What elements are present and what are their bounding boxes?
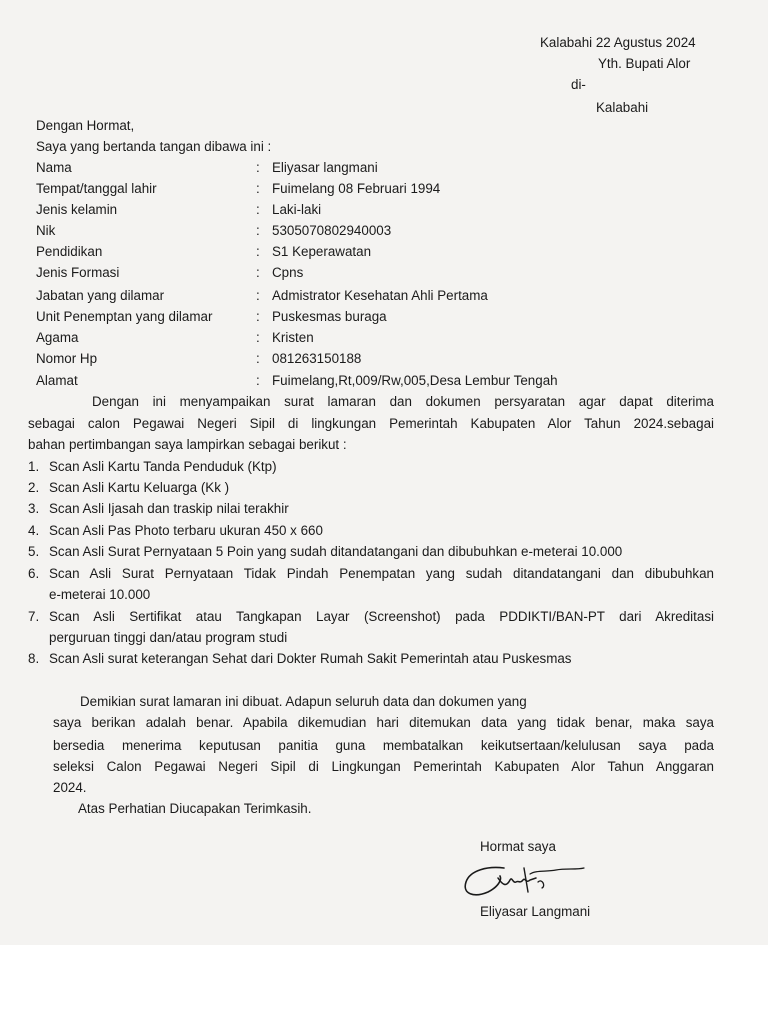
field-label: Pendidikan: [36, 244, 103, 259]
closing-line: saya berikan adalah benar. Apabila dikemudian hari ditemukan data yang tidak benar, maka saya: [53, 715, 714, 730]
field-colon: :: [256, 309, 260, 324]
field-value: S1 Keperawatan: [272, 244, 372, 259]
list-item: Scan Asli Surat Pernyataan Tidak Pindah Penempatan yang sudah ditandatangani dan dibubuhkan: [49, 566, 714, 581]
field-colon: :: [256, 373, 260, 388]
closing-line: bersedia menerima keputusan panitia guna membatalkan keikutsertaan/kelulusan saya pada: [53, 738, 714, 753]
field-label: Unit Penemptan yang dilamar: [36, 309, 213, 324]
field-colon: :: [256, 330, 260, 345]
list-number: 5.: [28, 544, 40, 559]
field-colon: :: [256, 181, 260, 196]
closing-line: seleksi Calon Pegawai Negeri Sipil di Lingkungan Pemerintah Kabupaten Alor Tahun Anggaran: [53, 759, 714, 774]
list-item-continued: perguruan tinggi dan/atau program studi: [49, 630, 288, 645]
list-number: 2.: [28, 480, 40, 495]
page-margin: [0, 945, 768, 1024]
field-value: 081263150188: [272, 351, 362, 366]
list-item: Scan Asli Kartu Keluarga (Kk ): [49, 480, 230, 495]
recipient: Yth. Bupati Alor: [598, 56, 691, 71]
field-label: Agama: [36, 330, 79, 345]
field-value: Fuimelang 08 Februari 1994: [272, 181, 441, 196]
field-colon: :: [256, 288, 260, 303]
field-label: Nomor Hp: [36, 351, 98, 366]
list-number: 3.: [28, 501, 40, 516]
recipient-city: Kalabahi: [596, 100, 649, 115]
field-colon: :: [256, 160, 260, 175]
handwritten-signature: [458, 858, 608, 904]
field-label: Tempat/tanggal lahir: [36, 181, 157, 196]
field-label: Nik: [36, 223, 56, 238]
closing-line: 2024.: [53, 780, 87, 795]
field-colon: :: [256, 351, 260, 366]
body-paragraph-line: Dengan ini menyampaikan surat lamaran dan dokumen persyaratan agar dapat diterima: [92, 394, 714, 409]
field-label: Jenis Formasi: [36, 265, 120, 280]
field-label: Jabatan yang dilamar: [36, 288, 165, 303]
field-value: Laki-laki: [272, 202, 322, 217]
list-item: Scan Asli surat keterangan Sehat dari Dokter Rumah Sakit Pemerintah atau Puskesmas: [49, 651, 572, 666]
list-number: 1.: [28, 459, 40, 474]
field-colon: :: [256, 244, 260, 259]
greeting: Dengan Hormat,: [36, 118, 135, 133]
list-number: 4.: [28, 523, 40, 538]
field-label: Alamat: [36, 373, 78, 388]
thanks-line: Atas Perhatian Diucapakan Terimkasih.: [78, 801, 312, 816]
body-paragraph-line: sebagai calon Pegawai Negeri Sipil di lingkungan Pemerintah Kabupaten Alor Tahun 2024.sebagai: [28, 416, 714, 431]
field-colon: :: [256, 202, 260, 217]
list-number: 8.: [28, 651, 40, 666]
list-number: 7.: [28, 609, 40, 624]
list-item: Scan Asli Sertifikat atau Tangkapan Layar (Screenshot) pada PDDIKTI/BAN-PT dari Akreditasi: [49, 609, 714, 624]
list-item: Scan Asli Pas Photo terbaru ukuran 450 x 660: [49, 523, 323, 538]
signer-name: Eliyasar Langmani: [480, 904, 591, 919]
field-value: Kristen: [272, 330, 314, 345]
closing-line: Demikian surat lamaran ini dibuat. Adapun seluruh data dan dokumen yang: [80, 694, 527, 709]
field-value: Admistrator Kesehatan Ahli Pertama: [272, 288, 488, 303]
field-label: Nama: [36, 160, 72, 175]
list-number: 6.: [28, 566, 40, 581]
field-value: Eliyasar langmani: [272, 160, 378, 175]
field-value: Puskesmas buraga: [272, 309, 387, 324]
field-colon: :: [256, 223, 260, 238]
field-value: Cpns: [272, 265, 304, 280]
regards-text: Hormat saya: [480, 839, 556, 854]
intro-line: Saya yang bertanda tangan dibawa ini :: [36, 139, 272, 154]
list-item: Scan Asli Surat Pernyataan 5 Poin yang sudah ditandatangani dan dibubuhkan e-meterai 10.000: [49, 544, 623, 559]
field-value: Fuimelang,Rt,009/Rw,005,Desa Lembur Tengah: [272, 373, 558, 388]
place-date: Kalabahi 22 Agustus 2024: [540, 35, 696, 50]
body-paragraph-line: bahan pertimbangan saya lampirkan sebagai berikut :: [28, 437, 347, 452]
field-value: 5305070802940003: [272, 223, 392, 238]
list-item: Scan Asli Ijasah dan traskip nilai terakhir: [49, 501, 289, 516]
recipient-di: di-: [571, 77, 586, 92]
field-label: Jenis kelamin: [36, 202, 118, 217]
field-colon: :: [256, 265, 260, 280]
list-item: Scan Asli Kartu Tanda Penduduk (Ktp): [49, 459, 277, 474]
list-item-continued: e-meterai 10.000: [49, 587, 151, 602]
